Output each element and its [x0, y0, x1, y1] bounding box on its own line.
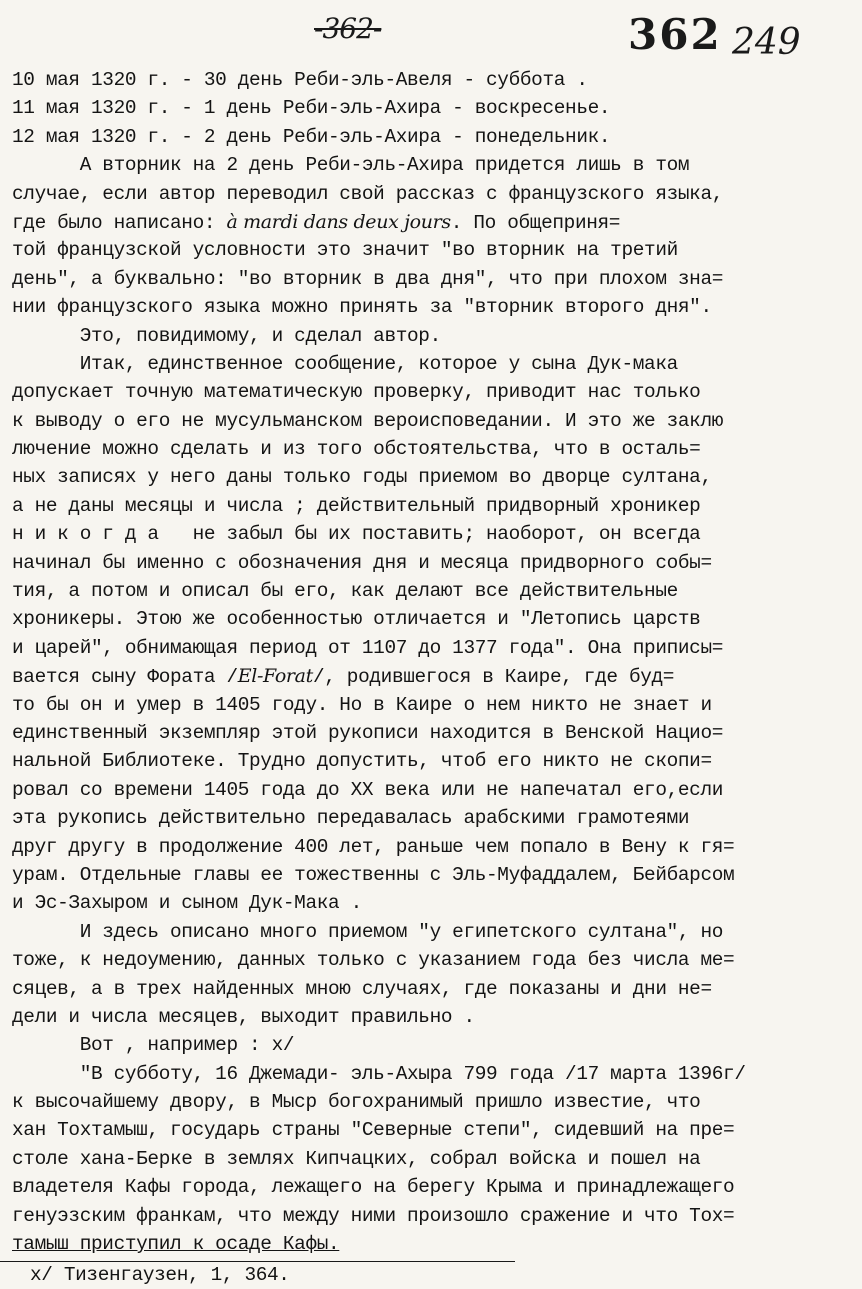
text-line: тия, а потом и описал бы его, как делают все действительные	[12, 580, 678, 603]
text-line: лючение можно сделать и из того обстоятельства, что в осталь=	[12, 438, 701, 461]
text-line: А вторник на 2 день Реби-эль-Ахира придется лишь в том	[12, 154, 690, 177]
text-line: владетеля Кафы города, лежащего на берегу Крыма и принадлежащего	[12, 1176, 735, 1199]
text-line: а не даны месяцы и числа ; действительный придворный хроникер	[12, 494, 701, 517]
text-line: и царей", обнимающая период от 1107 до 1377 года". Она приписы=	[12, 636, 724, 659]
text-line: друг другу в продолжение 400 лет, раньше чем попало в Вену к гя=	[12, 835, 735, 858]
text-line: 11 мая 1320 г. - 1 день Реби-эль-Ахира - воскресенье.	[12, 97, 611, 120]
text-line: начинал бы именно с обозначения дня и месяца придворного собы=	[12, 551, 712, 574]
text-line: И здесь описано много приемом "у египетского султана", но	[12, 920, 724, 943]
text-line: к выводу о его не мусульманском вероисповедании. И это же заклю	[12, 409, 724, 432]
text-line	[12, 208, 857, 236]
text-line: урам. Отдельные главы ее тожественны с Эль-Муфаддалем, Бейбарсом	[12, 863, 735, 886]
text-line: ных записях у него даны только годы приемом во дворце султана,	[12, 466, 712, 489]
text-fragment: . По общеприня=	[450, 211, 621, 234]
document-body	[12, 66, 857, 1258]
archive-number-handwritten: 249	[732, 22, 801, 63]
text-fragment: где было написано:	[12, 211, 227, 234]
text-line: генуэзским франкам, что между ними произошло сражение и что Тох=	[12, 1204, 735, 1227]
text-line: "В субботу, 16 Джемади- эль-Ахыра 799 года /17 марта 1396г/	[12, 1062, 746, 1085]
text-line-last: тамыш приступил к осаде Кафы.	[12, 1233, 340, 1256]
text-line: случае, если автор переводил свой рассказ с французского языка,	[12, 182, 724, 205]
text-line: ровал со времени 1405 года до XX века или не напечатал его,если	[12, 778, 724, 801]
text-line: то бы он и умер в 1405 году. Но в Каире о нем никто не знает и	[12, 693, 712, 716]
handwritten-name: El-Forat	[237, 665, 313, 688]
text-line: столе хана-Берке в землях Кипчацких, собрал войска и пошел на	[12, 1147, 701, 1170]
text-line: Вот , например : x/	[12, 1034, 295, 1057]
text-line: нии французского языка можно принять за "вторник второго дня".	[12, 296, 712, 319]
page-number: -362-	[314, 12, 382, 45]
text-line: Это, повидимому, и сделал автор.	[12, 324, 441, 347]
text-line: 12 мая 1320 г. - 2 день Реби-эль-Ахира - понедельник.	[12, 125, 611, 148]
text-line: дели и числа месяцев, выходит правильно .	[12, 1005, 475, 1028]
text-fragment: вается сыну Фората /	[12, 666, 238, 689]
text-line: н и к о г д а не забыл бы их поставить; наоборот, он всегда	[12, 523, 701, 546]
text-line: Итак, единственное сообщение, которое у сына Дук-мака	[12, 352, 678, 375]
footnote: x/ Тизенгаузен, 1, 364.	[30, 1264, 290, 1286]
text-line: к высочайшему двору, в Мыср богохранимый пришло известие, что	[12, 1091, 701, 1114]
text-line: нальной Библиотеке. Трудно допустить, чтоб его никто не скопи=	[12, 750, 712, 773]
text-line: единственный экземпляр этой рукописи находится в Венской Нацио=	[12, 721, 724, 744]
text-line: эта рукопись действительно передавалась арабскими грамотеями	[12, 807, 690, 830]
text-line: тоже, к недоумению, данных только с указанием года без числа ме=	[12, 949, 735, 972]
text-line: сяцев, а в трех найденных мною случаях, где показаны и дни не=	[12, 977, 712, 1000]
text-line: хроникеры. Этою же особенностью отличается и "Летопись царств	[12, 608, 701, 631]
text-line: допускает точную математическую проверку, приводит нас только	[12, 381, 701, 404]
text-fragment: /, родившегося в Каире, где буд=	[312, 666, 675, 689]
text-line: той французской условности это значит "во вторник на третий	[12, 239, 678, 262]
text-line: хан Тохтамыш, государь страны "Северные степи", сидевший на пре=	[12, 1119, 735, 1142]
handwritten-french-phrase: à mardi dans deux jours	[226, 210, 451, 233]
text-line: и Эс-Захыром и сыном Дук-Мака .	[12, 892, 362, 915]
text-line	[12, 662, 857, 690]
text-line: день", а буквально: "во вторник в два дня", что при плохом зна=	[12, 267, 724, 290]
text-line: 10 мая 1320 г. - 30 день Реби-эль-Авеля - суббота .	[12, 69, 588, 91]
archive-number: 362	[628, 10, 722, 59]
